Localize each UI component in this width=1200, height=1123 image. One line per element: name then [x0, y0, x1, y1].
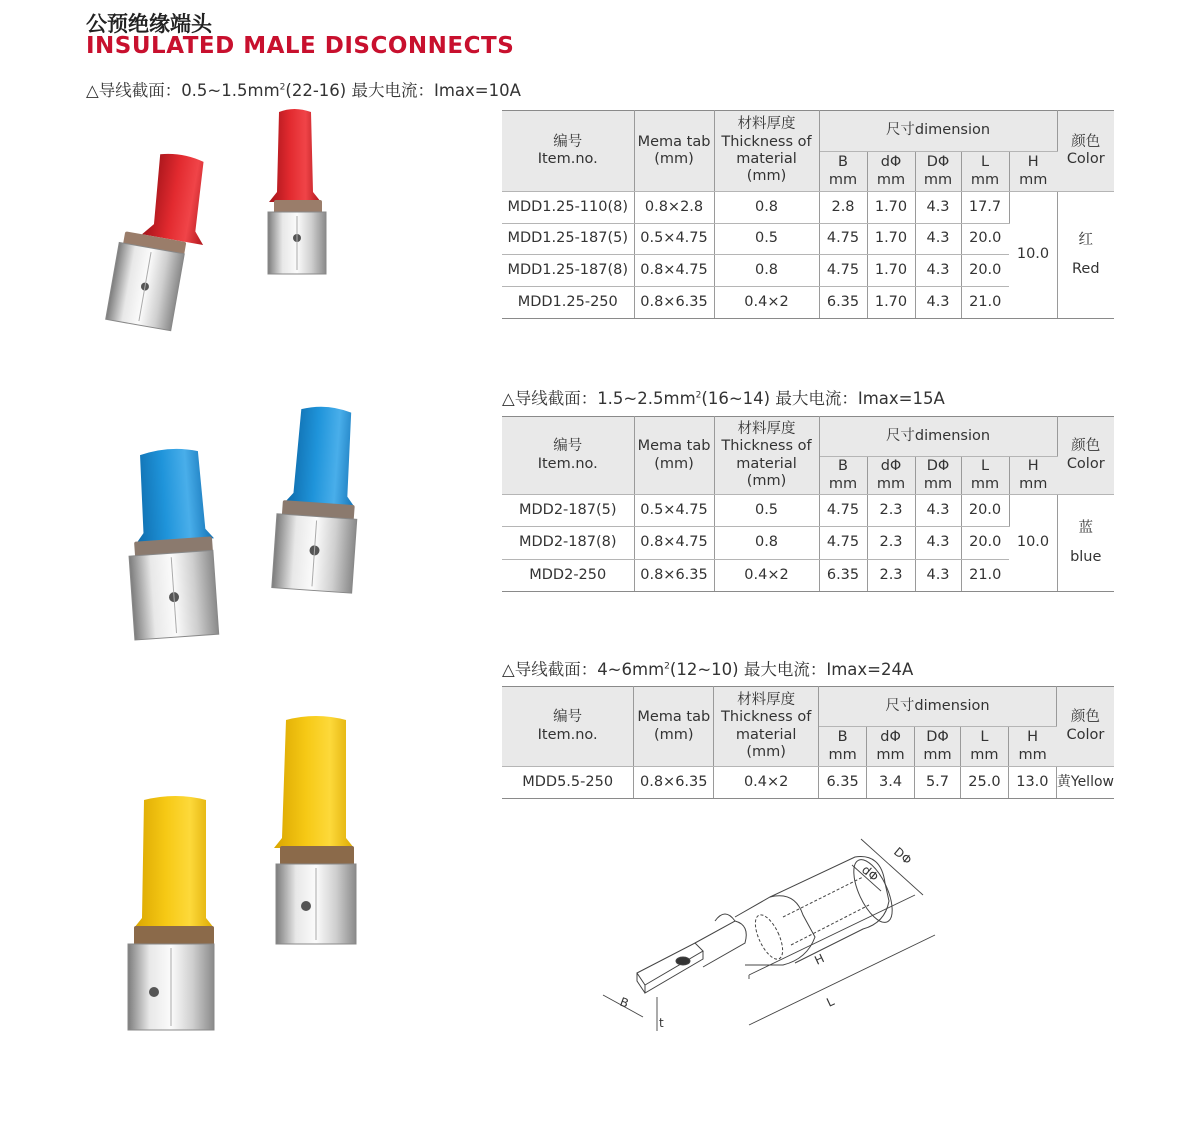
- cell-dd: 4.3: [915, 495, 961, 527]
- header-dd: DΦ mm: [915, 152, 961, 192]
- cell-d: 2.3: [867, 527, 915, 560]
- cell-thickness: 0.4×2: [714, 287, 819, 319]
- cell-color: 红 Red: [1057, 192, 1114, 319]
- product-photos: [0, 0, 400, 1123]
- header-mema-tab: Mema tab (mm): [634, 687, 714, 767]
- cell-color: 蓝 blue: [1057, 495, 1114, 592]
- cell-tab: 0.8×6.35: [634, 560, 714, 592]
- cell-l: 20.0: [961, 495, 1009, 527]
- cell-dd: 4.3: [915, 255, 961, 287]
- cell-d: 1.70: [867, 224, 915, 255]
- header-color: 颜色 Color: [1057, 111, 1114, 192]
- cell-tab: 0.8×6.35: [634, 287, 714, 319]
- header-thickness: 材料厚度 Thickness of material (mm): [714, 111, 819, 192]
- cell-tab: 0.5×4.75: [634, 224, 714, 255]
- header-dd: DΦ mm: [915, 457, 961, 495]
- title-english: INSULATED MALE DISCONNECTS: [86, 33, 515, 59]
- header-d: dΦ mm: [867, 152, 915, 192]
- cell-thickness: 0.4×2: [714, 767, 819, 799]
- title-chinese: 公预绝缘端头: [86, 12, 212, 36]
- cell-item: MDD2-187(8): [502, 527, 634, 560]
- cell-dd: 4.3: [915, 192, 961, 224]
- spec-table-red: [502, 110, 1114, 319]
- cell-b: 6.35: [819, 560, 867, 592]
- cell-d: 3.4: [867, 767, 915, 799]
- cell-item: MDD1.25-250: [502, 287, 634, 319]
- cell-b: 6.35: [819, 767, 867, 799]
- cell-l: 21.0: [961, 560, 1009, 592]
- header-item-no: 编号 Item.no.: [502, 417, 634, 495]
- cell-l: 21.0: [961, 287, 1009, 319]
- cell-h: 10.0: [1009, 192, 1057, 319]
- cell-color: 黄Yellow: [1056, 767, 1114, 799]
- cell-tab: 0.8×4.75: [634, 255, 714, 287]
- cell-b: 4.75: [819, 224, 867, 255]
- cell-b: 4.75: [819, 527, 867, 560]
- cell-l: 20.0: [961, 224, 1009, 255]
- header-b: B mm: [819, 457, 867, 495]
- cell-tab: 0.8×2.8: [634, 192, 714, 224]
- cell-dd: 5.7: [915, 767, 961, 799]
- header-color: 颜色 Color: [1057, 417, 1114, 495]
- cell-b: 6.35: [819, 287, 867, 319]
- dimension-drawing: [585, 825, 945, 1065]
- cell-dd: 4.3: [915, 560, 961, 592]
- header-b: B mm: [819, 727, 867, 767]
- label-l: L: [824, 994, 837, 1010]
- header-l: L mm: [961, 152, 1009, 192]
- cell-l: 20.0: [961, 527, 1009, 560]
- yellow-terminal-right: [274, 716, 356, 944]
- cell-tab: 0.8×4.75: [634, 527, 714, 560]
- red-terminal-right: [268, 109, 326, 274]
- header-dimension: 尺寸dimension: [819, 687, 1057, 727]
- cell-l: 25.0: [960, 767, 1008, 799]
- table-row: [502, 495, 1114, 527]
- cell-h: 10.0: [1009, 495, 1057, 592]
- header-h: H mm: [1009, 457, 1057, 495]
- header-h: H mm: [1008, 727, 1056, 767]
- yellow-terminal-left: [128, 796, 214, 1030]
- header-dimension: 尺寸dimension: [819, 417, 1057, 457]
- cell-b: 4.75: [819, 255, 867, 287]
- blue-terminal-right: [272, 404, 365, 593]
- header-d: dΦ mm: [867, 457, 915, 495]
- header-thickness: 材料厚度 Thickness of material (mm): [714, 417, 819, 495]
- cell-tab: 0.5×4.75: [634, 495, 714, 527]
- blue-terminal-left: [122, 446, 221, 640]
- header-color: 颜色 Color: [1056, 687, 1114, 767]
- spec-line-1: △导线截面：$0.5\sim 1.5mm^2(22-16)$ 最大电流：Imax=10A: [86, 81, 521, 100]
- cell-d: 2.3: [867, 495, 915, 527]
- spec-table-yellow: [502, 686, 1114, 799]
- table-row: [502, 767, 1114, 799]
- label-dd: DΦ: [891, 844, 915, 868]
- header-l: L mm: [960, 727, 1008, 767]
- cell-thickness: 0.8: [714, 192, 819, 224]
- label-b: B: [617, 994, 631, 1011]
- header-h: H mm: [1009, 152, 1057, 192]
- spec-table-blue: [502, 416, 1114, 592]
- cell-b: 2.8: [819, 192, 867, 224]
- header-mema-tab: Mema tab (mm): [634, 417, 714, 495]
- cell-thickness: 0.8: [714, 255, 819, 287]
- label-h: H: [812, 951, 827, 968]
- cell-thickness: 0.4×2: [714, 560, 819, 592]
- cell-item: MDD1.25-187(8): [502, 255, 634, 287]
- header-thickness: 材料厚度 Thickness of material (mm): [714, 687, 819, 767]
- cell-thickness: 0.5: [714, 224, 819, 255]
- header-b: B mm: [819, 152, 867, 192]
- cell-b: 4.75: [819, 495, 867, 527]
- header-dd: DΦ mm: [915, 727, 961, 767]
- cell-item: MDD2-187(5): [502, 495, 634, 527]
- header-item-no: 编号 Item.no.: [502, 111, 634, 192]
- header-l: L mm: [961, 457, 1009, 495]
- cell-tab: 0.8×6.35: [634, 767, 714, 799]
- header-mema-tab: Mema tab (mm): [634, 111, 714, 192]
- cell-d: 2.3: [867, 560, 915, 592]
- cell-item: MDD2-250: [502, 560, 634, 592]
- header-dimension: 尺寸dimension: [819, 111, 1057, 152]
- cell-thickness: 0.5: [714, 495, 819, 527]
- label-d: dΦ: [859, 862, 882, 885]
- cell-item: MDD1.25-110(8): [502, 192, 634, 224]
- cell-dd: 4.3: [915, 527, 961, 560]
- cell-h: 13.0: [1008, 767, 1056, 799]
- spec-line-2: △导线截面：$1.5\sim 2.5mm^2(16\sim 14)$ 最大电流：Imax=15A: [502, 389, 945, 408]
- cell-item: MDD5.5-250: [502, 767, 634, 799]
- header-d: dΦ mm: [867, 727, 915, 767]
- cell-d: 1.70: [867, 287, 915, 319]
- table-row: [502, 192, 1114, 224]
- cell-thickness: 0.8: [714, 527, 819, 560]
- cell-item: MDD1.25-187(5): [502, 224, 634, 255]
- cell-d: 1.70: [867, 192, 915, 224]
- cell-d: 1.70: [867, 255, 915, 287]
- spec-line-3: △导线截面：$4\sim 6mm^2(12\sim 10)$ 最大电流：Imax=24A: [502, 660, 914, 679]
- cell-l: 17.7: [961, 192, 1009, 224]
- cell-dd: 4.3: [915, 287, 961, 319]
- cell-l: 20.0: [961, 255, 1009, 287]
- red-terminal-left: [106, 147, 218, 334]
- label-t: t: [659, 1016, 664, 1030]
- header-item-no: 编号 Item.no.: [502, 687, 634, 767]
- cell-dd: 4.3: [915, 224, 961, 255]
